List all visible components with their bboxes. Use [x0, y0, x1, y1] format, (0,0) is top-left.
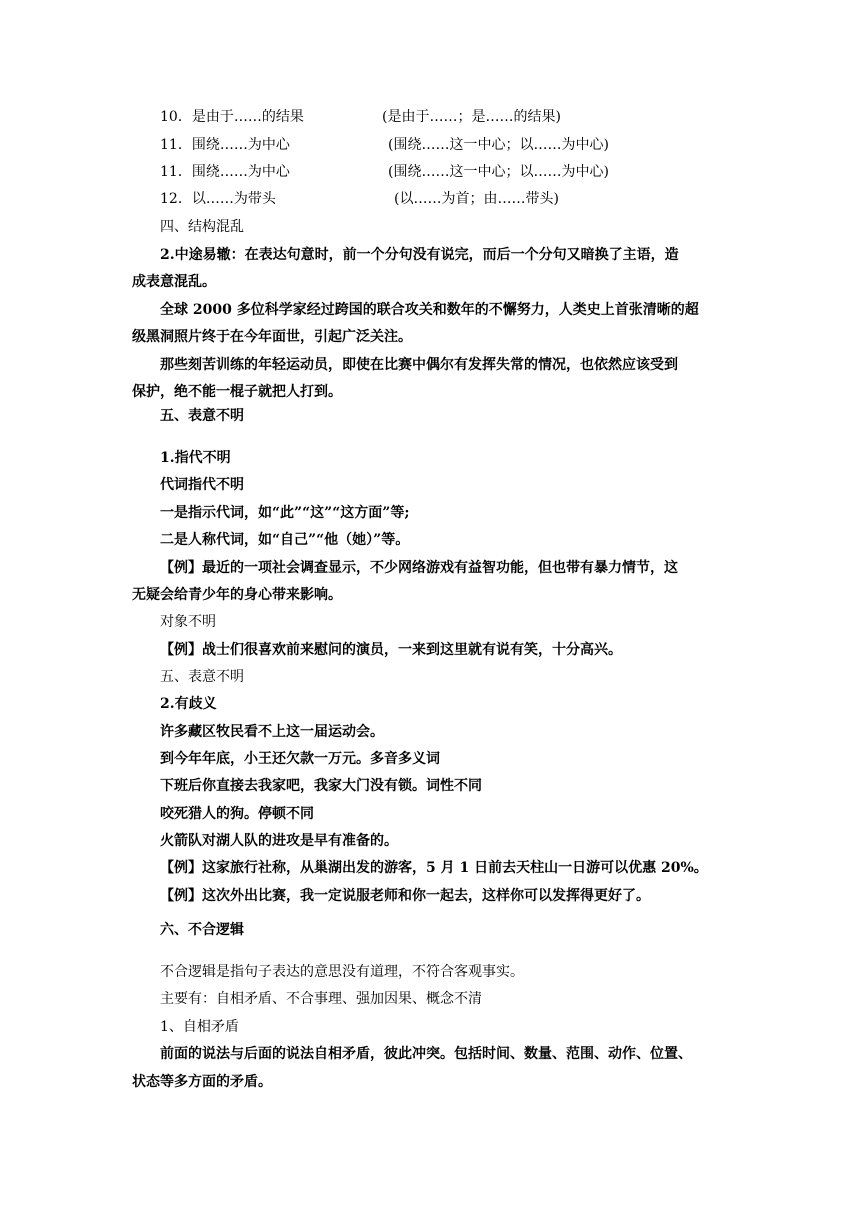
paragraph: 下班后你直接去我家吧，我家大门没有锁。词性不同	[160, 778, 482, 794]
paragraph: 二是人称代词，如“自己”“他（她）”等。	[160, 532, 410, 548]
list-item-left: 11．围绕……为中心	[160, 137, 290, 153]
subsection-heading: 2.中途易辙：在表达句意时，前一个分句没有说完，而后一个分句又暗换了主语，造	[160, 247, 679, 263]
example-paragraph: 【例】战士们很喜欢前来慰问的演员，一来到这里就有说有笑，十分高兴。	[160, 642, 622, 658]
paragraph: 前面的说法与后面的说法自相矛盾，彼此冲突。包括时间、数量、范围、动作、位置、	[160, 1046, 692, 1062]
paragraph-continuation: 级黑洞照片终于在今年面世，引起广泛关注。	[132, 329, 412, 345]
paragraph: 火箭队对湖人队的进攻是早有准备的。	[160, 833, 398, 849]
subsection-heading: 1.指代不明	[160, 450, 231, 466]
section-heading: 五、表意不明	[160, 669, 244, 685]
paragraph-continuation: 保护，绝不能一棍子就把人打到。	[132, 384, 342, 400]
paragraph: 咬死猎人的狗。停顿不同	[160, 806, 314, 822]
list-item-left: 12．以……为带头	[160, 191, 276, 207]
example-paragraph: 【例】最近的一项社会调查显示，不少网络游戏有益智功能，但也带有暴力情节，这	[160, 560, 678, 576]
list-item	[160, 162, 290, 182]
subsection-heading: 2.有歧义	[160, 696, 217, 712]
list-item-right: (以……为首；由……带头)	[394, 191, 559, 207]
example-paragraph: 【例】这次外出比赛，我一定说服老师和你一起去，这样你可以发挥得更好了。	[160, 888, 650, 904]
list-item-left: 11．围绕……为中心	[160, 164, 290, 180]
list-item-right: (是由于……；是……的结果)	[382, 109, 561, 125]
section-heading: 六、不合逻辑	[160, 922, 244, 938]
paragraph: 一是指示代词，如“此”“这”“这方面”等;	[160, 505, 410, 521]
list-item	[160, 189, 276, 209]
paragraph-continuation: 无疑会给青少年的身心带来影响。	[132, 587, 342, 603]
example-paragraph: 【例】这家旅行社称，从巢湖出发的游客，5 月 1 日前去天柱山一日游可以优惠 20%。	[160, 860, 708, 876]
paragraph: 许多藏区牧民看不上这一届运动会。	[160, 724, 384, 740]
section-heading: 四、结构混乱	[160, 219, 244, 235]
paragraph: 对象不明	[160, 614, 216, 630]
list-item	[160, 107, 304, 127]
list-item-right: (围绕……这一中心；以……为中心)	[388, 164, 609, 180]
list-item-right: (围绕……这一中心；以……为中心)	[388, 137, 609, 153]
paragraph: 到今年年底，小王还欠款一万元。多音多义词	[160, 751, 440, 767]
list-item	[160, 135, 290, 155]
paragraph-continuation: 状态等多方面的矛盾。	[132, 1074, 272, 1090]
paragraph: 不合逻辑是指句子表达的意思没有道理，不符合客观事实。	[160, 964, 524, 980]
paragraph-continuation: 成表意混乱。	[132, 274, 216, 290]
example-paragraph: 全球 2000 多位科学家经过跨国的联合攻关和数年的不懈努力，人类史上首张清晰的超	[160, 302, 699, 318]
subsection-heading: 1、自相矛盾	[160, 1019, 239, 1035]
list-item-left: 10．是由于……的结果	[160, 109, 304, 125]
example-paragraph: 那些刻苦训练的年轻运动员，即使在比赛中偶尔有发挥失常的情况，也依然应该受到	[160, 357, 678, 373]
section-heading: 五、表意不明	[160, 408, 244, 424]
paragraph: 主要有：自相矛盾、不合事理、强加因果、概念不清	[160, 991, 482, 1007]
paragraph: 代词指代不明	[160, 477, 244, 493]
